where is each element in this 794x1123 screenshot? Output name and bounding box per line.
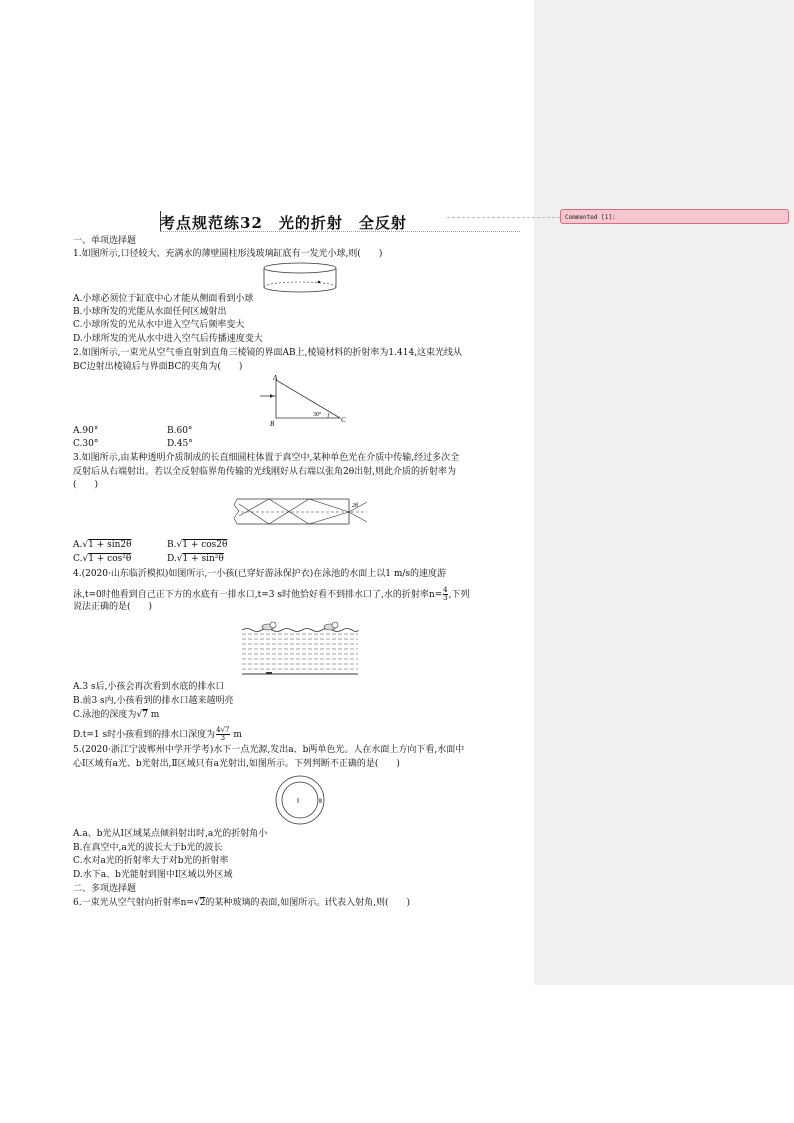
section-heading-single: 一、单项选择题	[73, 236, 137, 246]
comment-margin-pane	[534, 0, 794, 985]
question-3-option-d: D.√1 + sin²θ	[167, 554, 224, 564]
question-4-stem-line1: 4.(2020·山东临沂模拟)如图所示,一小孩(已穿好游泳保护衣)在泳池的水面上以1 m/s的速度游	[73, 569, 447, 579]
question-2-option-b: B.60°	[167, 426, 193, 436]
question-1-option-d: D.小球所发的光从水中进入空气后传播速度变大	[73, 334, 263, 344]
page-title: 考点规范练32 光的折射 全反射	[160, 214, 407, 232]
question-4-option-d: D.t=1 s时小孩看到的排水口深度为 $\frac{4√7}{3}$ m	[73, 726, 242, 742]
vertex-a-label: A	[273, 374, 278, 382]
question-2-option-c: C.30°	[73, 439, 99, 449]
region-2-label: Ⅱ	[319, 799, 322, 805]
question-5-option-b: B.在真空中,a光的波长大于b光的波长	[73, 843, 223, 853]
question-1-option-c: C.小球所发的光从水中进入空气后频率变大	[73, 320, 245, 330]
light-regions-figure	[270, 774, 330, 826]
comment-balloon[interactable]	[560, 209, 789, 224]
question-1-option-b: B.小球所发的光能从水面任何区域射出	[73, 307, 227, 317]
vertex-c-label: C	[341, 416, 346, 424]
question-3-stem-line2: 反射后从右端射出。若以全反射临界角传输的光线刚好从右端以张角2θ出射,则此介质的折射率为	[73, 467, 457, 477]
question-2-option-a: A.90°	[73, 426, 99, 436]
question-3-option-c: C.√1 + cos²θ	[73, 554, 132, 564]
prism-figure	[258, 372, 350, 428]
pool-figure	[240, 616, 360, 678]
question-5-option-c: C.水对a光的折射率大于对b光的折射率	[73, 856, 229, 866]
question-2-stem-line1: 2.如图所示,一束光从空气垂直射到直角三棱镜的界面AB上,棱镜材料的折射率为1.414,这束光线从	[73, 348, 463, 358]
question-2-stem-line2: BC边射出棱镜后与界面BC的夹角为( )	[73, 362, 243, 372]
question-2-option-d: D.45°	[167, 439, 193, 449]
question-4-option-c: C.泳池的深度为√7 m	[73, 710, 160, 720]
question-5-option-d: D.水下a、b光能射到图中Ⅰ区域以外区域	[73, 870, 233, 880]
question-4-stem-line2: 泳,t=0时他看到自己正下方的水底有一排水口,t=3 s时他恰好看不到排水口了,水的折射率n= $\frac{4}{3}$ ,下列	[73, 586, 470, 602]
question-1-option-a: A.小球必须位于缸底中心才能从侧面看到小球	[73, 294, 254, 304]
question-3-stem-line1: 3.如图所示,由某种透明介质制成的长直细圆柱体置于真空中,某种单色光在介质中传输,经过多次全	[73, 453, 460, 463]
fiber-figure	[233, 494, 369, 536]
question-1-stem: 1.如图所示,口径较大、充满水的薄壁圆柱形浅玻璃缸底有一发光小球,则( )	[73, 249, 383, 259]
angle-label: 30°	[313, 412, 322, 418]
comment-connector	[447, 217, 560, 218]
question-5-option-a: A.a、b光从Ⅰ区域某点倾斜射出时,a光的折射角小	[73, 829, 268, 839]
question-5-stem-line1: 5.(2020·浙江宁波郸州中学开学考)水下一点光源,发出a、b两单色光。人在水面上方向下看,水面中	[73, 745, 465, 755]
vertex-b-label: B	[270, 420, 275, 428]
question-3-stem-line3: ( )	[73, 480, 99, 490]
question-5-stem-line2: 心Ⅰ区域有a光、b光射出,Ⅱ区域只有a光射出,如图所示。下列判断不正确的是( )	[73, 759, 400, 769]
question-4-stem-line3: 说法正确的是( )	[73, 602, 153, 612]
question-6-stem: 6.一束光从空气射向折射率n=√2的某种玻璃的表面,如图所示。i代表入射角,则( )	[73, 898, 411, 908]
question-4-option-b: B.前3 s内,小孩看到的排水口越来越明亮	[73, 696, 234, 706]
question-3-option-a: A.√1 + sin2θ	[73, 540, 132, 550]
angle-2theta-label: 2θ	[352, 503, 358, 509]
section-heading-multiple: 二、多项选择题	[73, 884, 137, 894]
cylinder-figure	[262, 262, 338, 294]
question-3-option-b: B.√1 + cos2θ	[167, 540, 228, 550]
region-1-label: Ⅰ	[297, 797, 300, 805]
comment-label: Commented [1]:	[565, 214, 616, 221]
question-4-option-a: A.3 s后,小孩会再次看到水底的排水口	[73, 682, 225, 692]
title-underline	[160, 231, 520, 232]
